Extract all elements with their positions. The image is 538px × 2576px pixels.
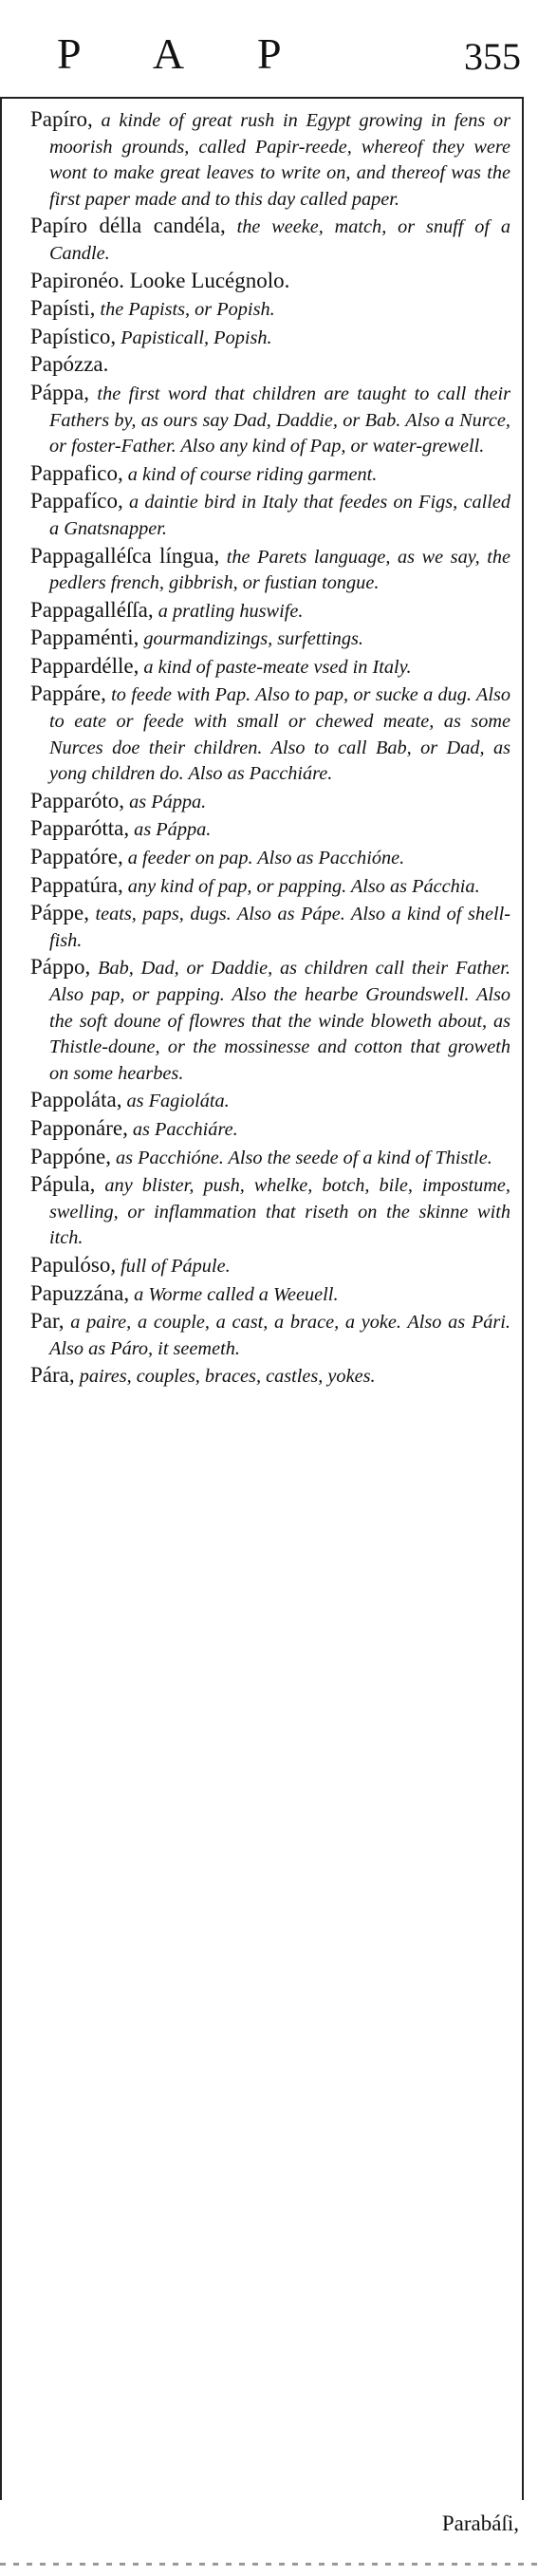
entry-gloss: as Páppa. — [129, 819, 212, 841]
entry-headword: Pappatúra, — [30, 872, 123, 897]
dictionary-entry — [30, 681, 510, 787]
entry-headword: Pappagalléſca língua, — [30, 543, 220, 568]
dictionary-entry — [30, 597, 510, 625]
entry-gloss: a kind of paste-meate vsed in Italy. — [139, 656, 412, 678]
dictionary-entry — [30, 106, 510, 213]
entry-gloss: the first word that children are taught to call their Fathers by, as ours say Dad, Daddie, or Bab. Also a Nurce, or foster-Father. Also any kind of Pap, or water-grewell. — [49, 383, 510, 457]
entry-gloss: as Páppa. — [124, 791, 207, 812]
text-column — [0, 97, 524, 2500]
dictionary-entry — [30, 460, 510, 489]
entry-headword: Papísti, — [30, 296, 96, 321]
entry-gloss: a daintie bird in Italy that feedes on Figs, called a Gnatsnapper. — [49, 492, 510, 539]
entry-headword: Páppe, — [30, 901, 89, 925]
entry-headword: Pappafico, — [30, 460, 123, 485]
entry-headword: Pappafíco, — [30, 489, 123, 513]
dictionary-entry — [30, 488, 510, 542]
entry-headword: Papístico, — [30, 324, 117, 348]
entry-gloss: the weeke, match, or snuff of a Candle. — [49, 216, 510, 264]
entry-headword: Papíro délla candéla, — [30, 214, 226, 238]
entry-gloss: gourmandizings, surfettings. — [139, 628, 363, 650]
entry-headword: Pappaménti, — [30, 625, 139, 650]
entry-gloss: teats, paps, dugs. Also as Pápe. Also a kind of shell-fish. — [49, 904, 510, 951]
dictionary-entry — [30, 815, 510, 844]
dictionary-entry — [30, 954, 510, 1087]
dictionary-entry — [30, 653, 510, 681]
dictionary-entry — [30, 351, 510, 380]
page-number: 355 — [464, 35, 521, 78]
dictionary-entry — [30, 900, 510, 954]
entry-headword: Pappardélle, — [30, 653, 139, 678]
entry-headword: Pappagalléſſa, — [30, 597, 154, 622]
dictionary-entry — [30, 844, 510, 872]
entry-gloss: Papisticall, Popish. — [116, 327, 272, 348]
entry-gloss: full of Pápule. — [116, 1255, 231, 1277]
entry-list — [30, 106, 510, 1391]
dictionary-entry — [30, 1362, 510, 1391]
entry-headword: Pappáre, — [30, 681, 106, 706]
dictionary-entry — [30, 625, 510, 653]
dictionary-entry — [30, 1144, 510, 1172]
entry-headword: Papironéo. Looke Lucégnolo. — [30, 268, 290, 292]
entry-headword: Papulóso, — [30, 1252, 117, 1277]
entry-headword: Papózza. — [30, 352, 109, 377]
entry-gloss: as Fagioláta. — [121, 1091, 230, 1112]
entry-headword: Pára, — [30, 1363, 75, 1388]
entry-gloss: as Pacchiáre. — [127, 1118, 238, 1140]
entry-headword: Papponáre, — [30, 1115, 128, 1140]
entry-headword: Papparóto, — [30, 788, 125, 812]
entry-headword: Pappatóre, — [30, 845, 123, 869]
dictionary-entry — [30, 1087, 510, 1115]
entry-gloss: a pratling huswife. — [153, 600, 304, 622]
entry-gloss: a Worme called a Weeuell. — [129, 1283, 339, 1305]
entry-headword: Pappoláta, — [30, 1088, 122, 1112]
dictionary-entry — [30, 1308, 510, 1362]
entry-gloss: a feeder on pap. Also as Pacchióne. — [122, 848, 405, 869]
entry-headword: Pappóne, — [30, 1144, 111, 1168]
entry-gloss: a kinde of great rush in Egypt growing in fens or moorish grounds, called Papir-reede, whereof they were wont to make great leaves to write on, and thereof was the first paper made and to this day called paper. — [49, 110, 510, 210]
dictionary-entry — [30, 788, 510, 816]
entry-gloss: Bab, Dad, or Daddie, as children call their Father. Also pap, or papping. Also the hearbe Groundswell. Also the soft doune of flowres that the winde bloweth about, as Thistle-doune, or the mossinesse and cotton that groweth on some hearbes. — [49, 958, 510, 1084]
entry-gloss: a paire, a couple, a cast, a brace, a yoke. Also as Pári. Also as Páro, it seemeth. — [49, 1312, 510, 1359]
dictionary-entry — [30, 268, 510, 296]
entry-headword: Papparótta, — [30, 816, 130, 841]
catchword: Parabáſi, — [441, 2511, 519, 2535]
dictionary-entry — [30, 1115, 510, 1144]
entry-headword: Papíro, — [30, 107, 93, 131]
header-title: P A P — [57, 29, 314, 78]
dictionary-entry — [30, 1171, 510, 1252]
dictionary-entry — [30, 543, 510, 597]
entry-gloss: the Parets language, as we say, the pedlers french, gibbrish, or fustian tongue. — [49, 546, 511, 594]
dictionary-entry — [30, 324, 510, 352]
entry-gloss: to feede with Pap. Also to pap, or sucke a dug. Also to eate or feede with small or chewed meate, as some Nurces doe their children. Also to call Bab, or Dad, as yong children do. Also as Pacchiáre. — [49, 684, 510, 785]
dictionary-entry — [30, 1252, 510, 1280]
entry-headword: Pápula, — [30, 1172, 96, 1197]
entry-gloss: as Pacchióne. Also the seede of a kind of Thistle. — [110, 1147, 492, 1168]
dictionary-entry — [30, 295, 510, 324]
entry-headword: Páppo, — [30, 955, 91, 980]
entry-gloss: any blister, push, whelke, botch, bile, impostume, swelling, or inflammation that riseth on the skinne with itch. — [49, 1175, 510, 1249]
page-bottom-edge — [0, 2563, 538, 2566]
dictionary-entry — [30, 872, 510, 901]
entry-headword: Par, — [30, 1309, 65, 1334]
dictionary-entry — [30, 1280, 510, 1309]
entry-gloss: the Papists, or Popish. — [95, 299, 275, 321]
dictionary-entry — [30, 380, 510, 460]
entry-headword: Páppa, — [30, 380, 89, 404]
running-header — [0, 28, 538, 85]
entry-gloss: a kind of course riding garment. — [122, 463, 378, 485]
entry-gloss: paires, couples, braces, castles, yokes. — [74, 1366, 376, 1388]
entry-headword: Papuzzána, — [30, 1280, 130, 1305]
entry-gloss: any kind of pap, or papping. Also as Pácchia. — [122, 875, 480, 897]
dictionary-entry — [30, 213, 510, 267]
